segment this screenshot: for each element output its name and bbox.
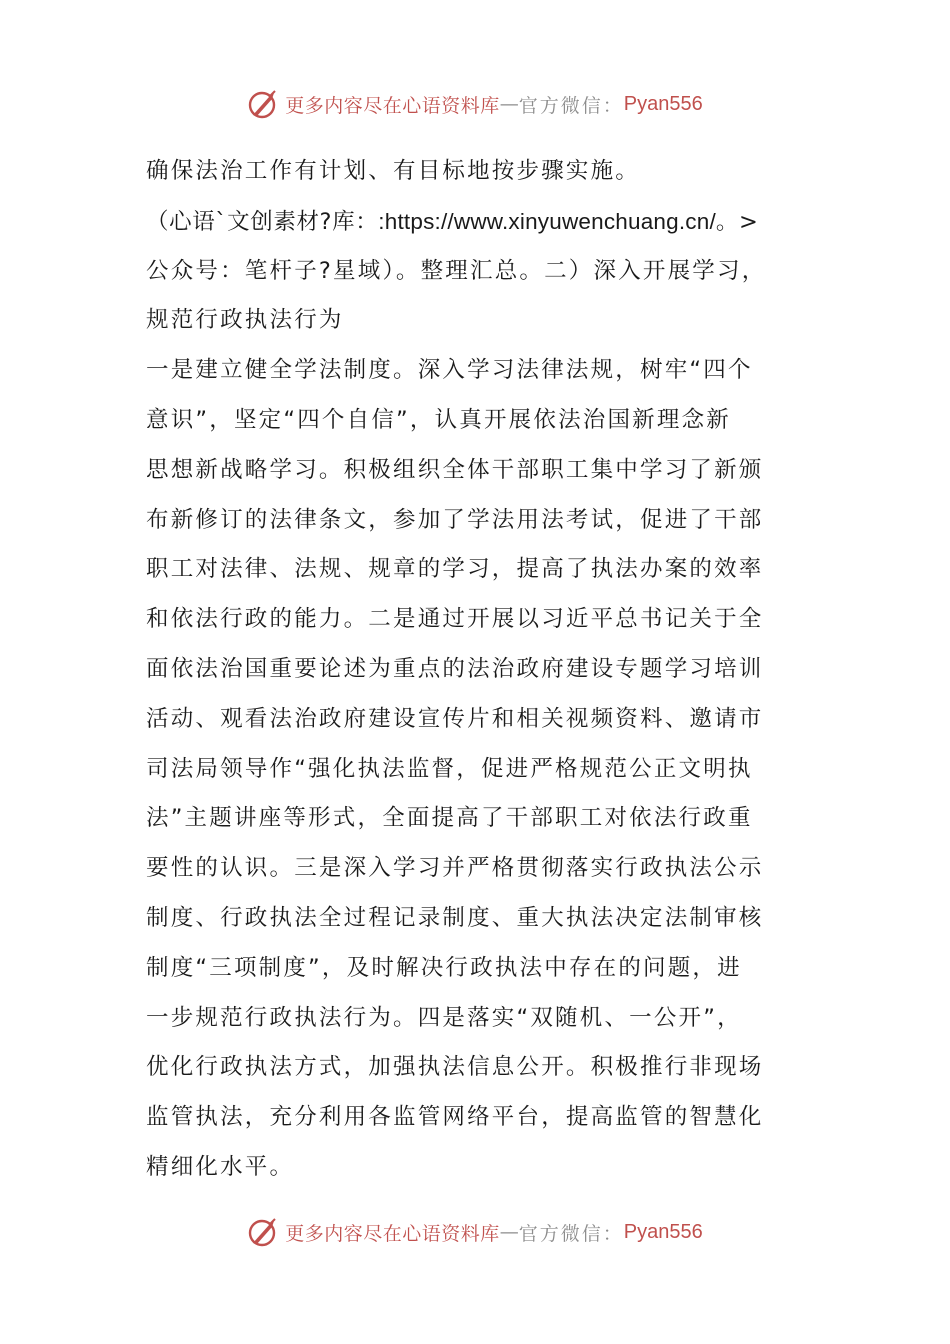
document-body <box>146 147 810 1193</box>
paragraph-line: 思想新战略学习。积极组织全体干部职工集中学习了新颁 <box>146 456 764 483</box>
banner-wechat-label: 官方微信： <box>518 94 624 117</box>
banner-wechat-id: Pyan556 <box>623 92 703 115</box>
banner-wechat-label: 官方微信： <box>518 1222 624 1245</box>
paragraph-line: 法”主题讲座等形式，全面提高了干部职工对依法行政重 <box>146 805 753 832</box>
source-note: （心语`文创素材?库： <box>146 208 379 235</box>
paragraph-line: 要性的认识。三是深入学习并严格贯彻落实行政执法公示 <box>146 855 764 882</box>
paragraph-line: 和依法行政的能力。二是通过开展以习近平总书记关于全 <box>146 606 764 633</box>
paragraph-line: 布新修订的法律条文，参加了学法用法考试，促进了干部 <box>146 506 764 533</box>
pen-logo-icon <box>247 87 281 121</box>
paragraph-line: 一步规范行政执法行为。四是落实“双随机、一公开”， <box>146 1004 742 1031</box>
paragraph-line: 意识”，坚定“四个自信”，认真开展依法治国新理念新 <box>146 406 731 433</box>
paragraph-line: 确保法治工作有计划、有目标地按步骤实施。 <box>146 158 641 184</box>
paragraph-line: 面依法治国重要论述为重点的法治政府建设专题学习培训 <box>146 655 764 682</box>
paragraph-line: 职工对法律、法规、规章的学习，提高了执法办案的效率 <box>146 556 764 583</box>
paragraph-line: 制度、行政执法全过程记录制度、重大执法决定法制审核 <box>146 904 764 931</box>
banner-text: 更多内容尽在心语资料库 <box>285 94 500 117</box>
paragraph-line: 制度“三项制度”，及时解决行政执法中存在的问题，进 <box>146 954 742 981</box>
paragraph-line <box>146 197 810 247</box>
banner-separator: — <box>499 1221 519 1243</box>
paragraph-line: 活动、观看法治政府建设宣传片和相关视频资料、邀请市 <box>146 705 764 732</box>
banner-wechat-id: Pyan556 <box>623 1220 703 1243</box>
paragraph-line: 监管执法，充分利用各监管网络平台，提高监管的智慧化 <box>146 1104 764 1131</box>
paragraph-line: 公众号：笔杆子?星域）。整理汇总。二）深入开展学习， <box>146 257 767 284</box>
paragraph-line: 优化行政执法方式，加强执法信息公开。积极推行非现场 <box>146 1054 764 1081</box>
paragraph-line: 精细化水平。 <box>146 1153 295 1180</box>
footer-banner <box>0 1212 950 1252</box>
paragraph-line: 司法局领导作“强化执法监督，促进严格规范公正文明执 <box>146 755 753 782</box>
paragraph-line: 一是建立健全学法制度。深入学习法律法规，树牢“四个 <box>146 357 753 384</box>
section-heading: 规范行政执法行为 <box>146 307 344 334</box>
banner-text: 更多内容尽在心语资料库 <box>285 1222 500 1245</box>
source-url: :https://www.xinyuwenchuang.cn/ <box>378 208 716 234</box>
pen-logo-icon <box>247 1215 281 1249</box>
source-note-end: 。> <box>715 208 759 235</box>
header-banner <box>0 84 950 124</box>
banner-separator: — <box>499 93 519 115</box>
